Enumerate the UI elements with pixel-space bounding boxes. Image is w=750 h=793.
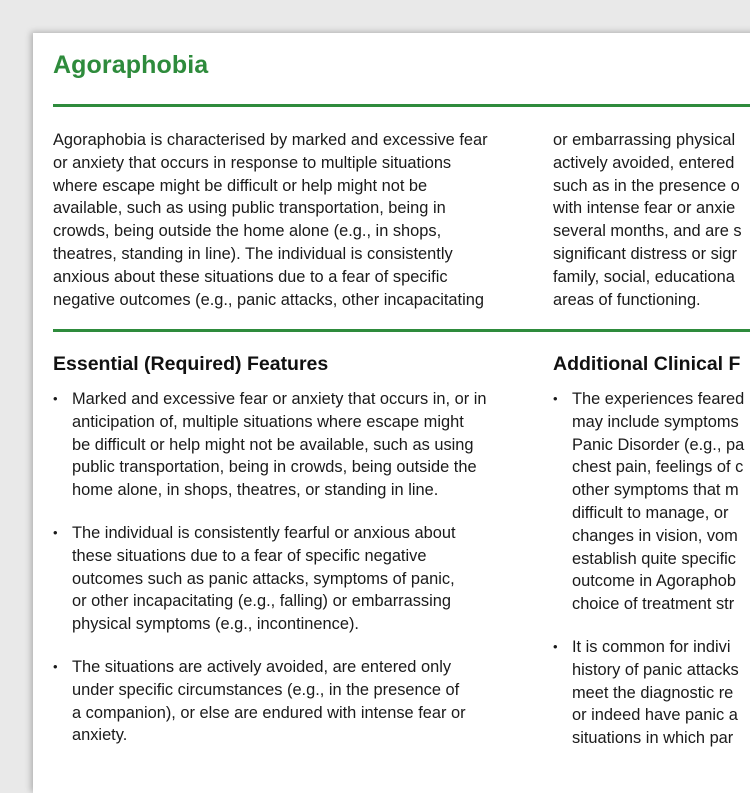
text-line: or anxiety that occurs in response to multiple situations (53, 153, 452, 172)
text-line: family, social, educationa (553, 267, 735, 286)
text-line: where escape might be difficult or help might not be (53, 176, 428, 195)
text-line: may include symptoms (572, 412, 739, 431)
text-line: meet the diagnostic re (572, 683, 734, 702)
text-line: changes in vision, vom (572, 526, 738, 545)
text-line: actively avoided, entered (553, 153, 735, 172)
text-line: theatres, standing in line). The individual is consistently (53, 244, 453, 263)
text-line: situations in which par (572, 729, 734, 748)
text-line: choice of treatment str (572, 595, 735, 614)
text-line: • It is common for indivi (572, 637, 731, 656)
text-line: • The experiences feared (572, 390, 745, 408)
text-line: public transportation, being in crowds, being outside the (72, 458, 477, 477)
text-line: other symptoms that m (572, 481, 739, 500)
text-line: anticipation of, multiple situations where escape might (72, 412, 464, 431)
text-line: history of panic attacks (572, 660, 739, 679)
list-item (53, 388, 533, 502)
title-divider (53, 104, 750, 107)
text-line: or indeed have panic a (572, 706, 738, 725)
text-line: • The situations are actively avoided, are entered only (72, 657, 452, 676)
text-line: a companion), or else are endured with intense fear or (72, 703, 466, 722)
list-item (553, 636, 750, 750)
text-line: under specific circumstances (e.g., in the presence of (72, 680, 460, 699)
text-line: negative outcomes (e.g., panic attacks, other incapacitating (53, 290, 484, 309)
text-line: these situations due to a fear of specific negative (72, 546, 427, 565)
text-line: crowds, being outside the home alone (e.g., in shops, (53, 222, 442, 241)
text-line: Panic Disorder (e.g., pa (572, 435, 745, 454)
essential-features-list (53, 388, 533, 767)
intro-paragraph-right (553, 129, 750, 311)
text-line: difficult to manage, or (572, 503, 729, 522)
text-line: outcomes such as panic attacks, symptoms of panic, (72, 569, 455, 588)
additional-features-heading: Additional Clinical F (553, 353, 741, 375)
text-line: anxious about these situations due to a fear of specific (53, 267, 448, 286)
text-line: such as in the presence o (553, 176, 740, 195)
intro-paragraph-left (53, 129, 528, 311)
text-line: anxiety. (72, 726, 128, 745)
text-line: • Marked and excessive fear or anxiety that occurs in, or in (72, 390, 487, 408)
text-line: • The individual is consistently fearful or anxious about (72, 523, 456, 542)
text-line: with intense fear or anxie (553, 199, 736, 218)
text-line: Agoraphobia is characterised by marked and excessive fear (53, 131, 488, 149)
text-line: or embarrassing physical (553, 131, 736, 149)
text-line: outcome in Agoraphob (572, 572, 737, 591)
text-line: physical symptoms (e.g., incontinence). (72, 615, 359, 634)
text-line: be difficult or help might not be available, such as using (72, 435, 474, 454)
additional-features-list (553, 388, 750, 770)
section-divider (53, 329, 750, 332)
list-item (53, 656, 533, 747)
page-title: Agoraphobia (53, 51, 209, 79)
text-line: several months, and are s (553, 222, 742, 241)
text-line: available, such as using public transportation, being in (53, 199, 446, 218)
document-page (33, 33, 750, 793)
list-item (553, 388, 750, 616)
text-line: areas of functioning. (553, 290, 701, 309)
text-line: chest pain, feelings of c (572, 458, 744, 477)
text-line: significant distress or sigr (553, 244, 738, 263)
text-line: establish quite specific (572, 549, 736, 568)
text-line: or other incapacitating (e.g., falling) or embarrassing (72, 592, 451, 611)
essential-features-heading: Essential (Required) Features (53, 353, 329, 375)
list-item (53, 522, 533, 636)
text-line: home alone, in shops, theatres, or standing in line. (72, 481, 439, 500)
